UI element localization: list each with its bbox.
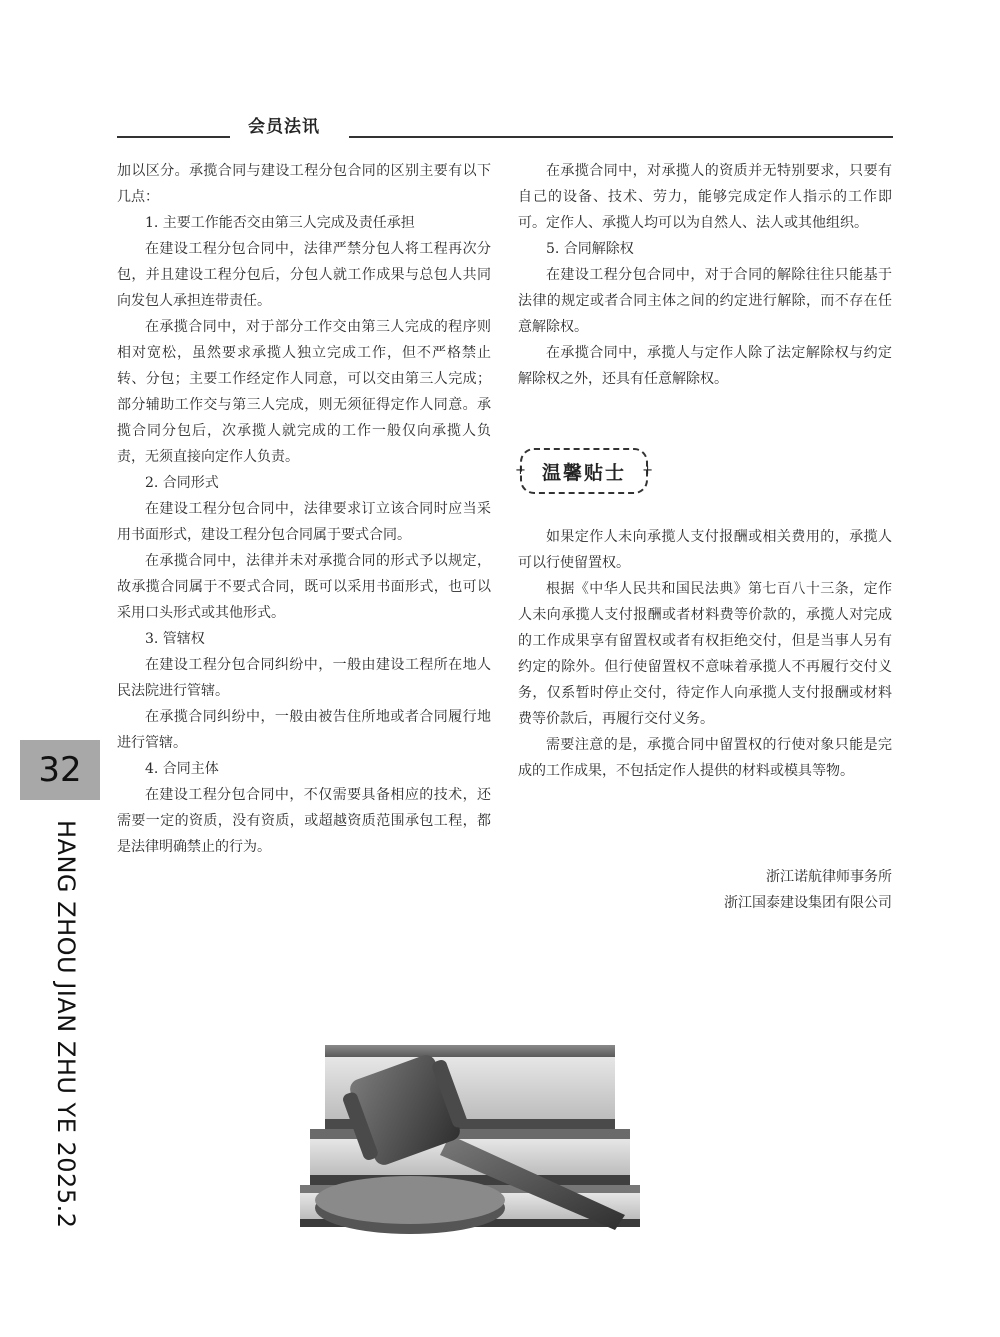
header-rule-left	[117, 136, 230, 138]
signature-block	[600, 864, 892, 916]
right-column-paragraph: 在承揽合同中，承揽人与定作人除了法定解除权与约定解除权之外，还具有任意解除权。	[518, 345, 892, 387]
signature-company: 浙江国泰建设集团有限公司	[724, 895, 892, 911]
right-column-paragraph: 在承揽合同中，对承揽人的资质并无特别要求，只要有自己的设备、技术、劳力，能够完成定作人指示的工作即可。定作人、承揽人均可以为自然人、法人或其他组织。	[518, 163, 892, 231]
left-column-paragraph: 加以区分。承揽合同与建设工程分包合同的区别主要有以下几点：	[117, 163, 491, 205]
page-number-box	[20, 740, 100, 800]
tips-label: 温馨贴士	[541, 461, 626, 484]
page-number: 32	[38, 750, 82, 790]
tips-paragraph: 需要注意的是，承揽合同中留置权的行使对象只能是完成的工作成果，不包括定作人提供的材料或模具等物。	[518, 737, 892, 779]
magazine-vertical-title: HANG ZHOU JIAN ZHU YE 2025.2	[52, 820, 80, 1229]
plus-icon: +	[515, 463, 526, 478]
left-column	[117, 158, 491, 860]
left-column-paragraph: 在建设工程分包合同纠纷中，一般由建设工程所在地人民法院进行管辖。	[117, 657, 491, 699]
tips-badge	[515, 448, 653, 494]
left-column-paragraph: 在承揽合同纠纷中，一般由被告住所地或者合同履行地进行管辖。	[117, 709, 491, 751]
left-column-heading: 2. 合同形式	[145, 475, 219, 491]
left-column-paragraph: 在承揽合同中，对于部分工作交由第三人完成的程序则相对宽松，虽然要求承揽人独立完成工作，但不严格禁止转、分包；主要工作经定作人同意，可以交由第三人完成；部分辅助工作交与第三人完成，则无须征得定作人同意。承揽合同分包后，次承揽人就完成的工作一般仅向承揽人负责，无须直接向定作人负责。	[117, 319, 491, 465]
left-column-paragraph: 在承揽合同中，法律并未对承揽合同的形式予以规定，故承揽合同属于不要式合同，既可以采用书面形式，也可以采用口头形式或其他形式。	[117, 553, 491, 621]
signature-law-firm: 浙江诺航律师事务所	[766, 869, 892, 885]
gavel-books-illustration	[290, 1030, 650, 1240]
left-column-paragraph: 在建设工程分包合同中，法律严禁分包人将工程再次分包，并且建设工程分包后，分包人就工作成果与总包人共同向发包人承担连带责任。	[117, 241, 491, 309]
tips-body	[518, 524, 892, 784]
header-rule-right	[349, 136, 893, 138]
tips-paragraph: 如果定作人未向承揽人支付报酬或相关费用的，承揽人可以行使留置权。	[518, 529, 892, 571]
tips-paragraph: 根据《中华人民共和国民法典》第七百八十三条，定作人未向承揽人支付报酬或者材料费等价款的，承揽人对完成的工作成果享有留置权或者有权拒绝交付，但是当事人另有约定的除外。但行使留置权不意味着承揽人不再履行交付义务，仅系暂时停止交付，待定作人向承揽人支付报酬或材料费等价款后，再履行交付义务。	[518, 581, 892, 727]
plus-icon: +	[642, 463, 653, 478]
left-column-paragraph: 在建设工程分包合同中，法律要求订立该合同时应当采用书面形式，建设工程分包合同属于要式合同。	[117, 501, 491, 543]
left-column-heading: 4. 合同主体	[145, 761, 219, 777]
section-title: 会员法讯	[248, 117, 320, 137]
right-column	[518, 158, 892, 392]
right-column-paragraph: 在建设工程分包合同中，对于合同的解除往往只能基于法律的规定或者合同主体之间的约定进行解除，而不存在任意解除权。	[518, 267, 892, 335]
right-column-heading: 5. 合同解除权	[546, 241, 634, 257]
left-column-heading: 1. 主要工作能否交由第三人完成及责任承担	[145, 215, 415, 231]
left-column-paragraph: 在建设工程分包合同中，不仅需要具备相应的技术，还需要一定的资质，没有资质，或超越资质范围承包工程，都是法律明确禁止的行为。	[117, 787, 491, 855]
left-column-heading: 3. 管辖权	[145, 631, 205, 647]
